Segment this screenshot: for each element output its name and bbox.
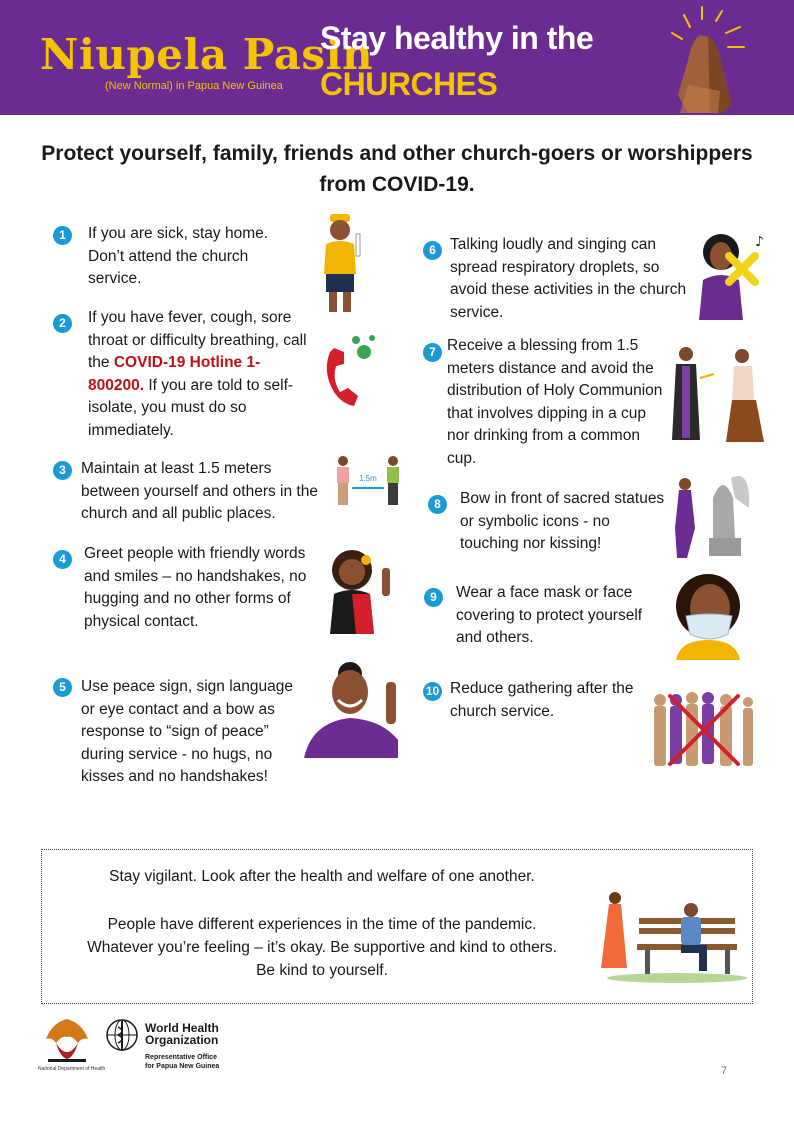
header-banner [0, 0, 794, 115]
tip-8-text: Bow in front of sacred statues or symbolic icons - no touching nor kissing! [460, 490, 665, 552]
brand-title: Niupela Pasin [40, 30, 374, 79]
distance-people-icon [334, 454, 404, 510]
hotline-number: COVID-19 Hotline 1-800200. [88, 354, 261, 394]
tip-8-number: 8 [428, 495, 447, 514]
peace-sign-man-icon [302, 662, 408, 758]
face-mask-icon [670, 572, 746, 660]
sick-person-icon [312, 212, 367, 317]
tip-4-number: 4 [53, 550, 72, 569]
tip-3-text: Maintain at least 1.5 meters between yourself and others in the church and all public places. [81, 460, 318, 522]
tip-2-text [88, 307, 313, 442]
blessing-priest-icon [670, 344, 774, 444]
who-name-line-1: World Health [145, 1021, 219, 1035]
message-line-2b: Whatever you’re feeling – it’s okay. Be supportive and kind to others. [87, 939, 557, 956]
tip-2-text-pre: If you have fever, cough, sore throat or difficulty breathing, call the [88, 309, 307, 371]
banner-title-line2: CHURCHES [320, 66, 498, 102]
tip-6-number: 6 [423, 241, 442, 260]
statue-bow-icon [673, 468, 757, 558]
phone-virus-icon [320, 330, 380, 410]
message-paragraph-2 [42, 913, 602, 982]
tip-1-text: If you are sick, stay home. Don’t attend the church service. [88, 225, 269, 287]
who-name-line-2: Organization [145, 1033, 219, 1047]
praying-hands-icon [660, 5, 765, 113]
wellbeing-message-box [41, 849, 753, 1004]
png-emblem-icon [38, 1013, 96, 1073]
who-emblem-icon [104, 1017, 140, 1053]
distance-label: 1.5m [359, 474, 377, 483]
tip-7-number: 7 [423, 343, 442, 362]
tip-9-text: Wear a face mask or face covering to protect yourself and others. [456, 584, 643, 646]
svg-text:♪: ♪ [755, 234, 764, 250]
banner-title-line1: Stay healthy in the [320, 20, 594, 56]
tip-6-text: Talking loudly and singing can spread respiratory droplets, so avoid these activities in the church service. [450, 236, 687, 321]
tip-2-text-post: If you are told to self-isolate, you must do so immediately. [88, 376, 294, 439]
no-crowd-icon [648, 690, 756, 768]
no-singing-icon [695, 230, 773, 320]
tip-7-text: Receive a blessing from 1.5 meters distance and avoid the distribution of Holy Communion that involves dipping in a cup nor drinking from a common cup. [447, 337, 663, 467]
who-office-line-2: for Papua New Guinea [145, 1063, 220, 1070]
who-office-line-1: Representative Office [145, 1054, 217, 1061]
page-number: 7 [721, 1065, 728, 1077]
tip-9-number: 9 [424, 588, 443, 607]
png-logo-caption: National Department of Health [38, 1066, 106, 1072]
message-line-1: Stay vigilant. Look after the health and welfare of one another. [109, 868, 535, 885]
tip-10-text: Reduce gathering after the church service. [450, 680, 634, 720]
message-line-2a: People have different experiences in the time of the pandemic. [107, 916, 537, 933]
tip-4-text: Greet people with friendly words and smiles – no handshakes, no hugging and no other forms of physical contact. [84, 545, 307, 630]
tip-10-number: 10 [423, 682, 442, 701]
tip-1-number: 1 [53, 226, 72, 245]
bench-people-icon [597, 888, 747, 983]
waving-woman-icon [322, 548, 398, 634]
who-office [145, 1053, 225, 1071]
tip-5-text: Use peace sign, sign language or eye contact and a bow as response to “sign of peace” during service - no hugs, no kisses and no handshakes! [81, 678, 293, 785]
message-line-2c: Be kind to yourself. [256, 962, 388, 979]
who-name [145, 1022, 225, 1046]
tip-2-number: 2 [53, 314, 72, 333]
intro-heading: Protect yourself, family, friends and other church-goers or worshippers from COVID-19. [41, 142, 753, 196]
tip-3-number: 3 [53, 461, 72, 480]
tip-5-number: 5 [53, 678, 72, 697]
brand-subtitle: (New Normal) in Papua New Guinea [105, 80, 283, 92]
